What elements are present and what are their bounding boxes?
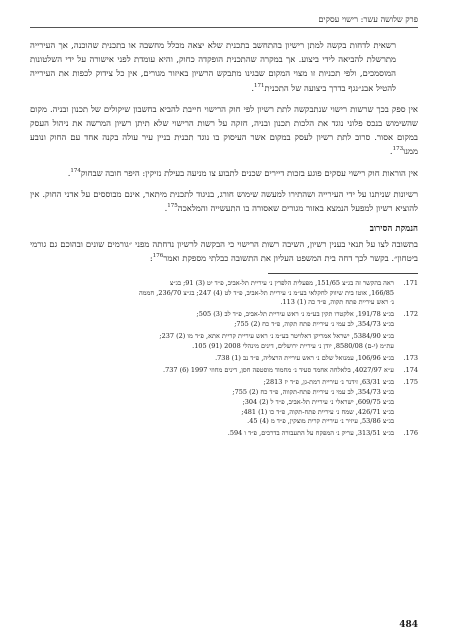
paragraph: אין ספק בכך שרשות רישוי שנתבקשה לתת רשיון לפי חוק הרישוי חייבת להביא בחשבון שיקולים של תכנון ובניה. מקום שהשימוש בנכס פלוני נוגד את הלכות תכנון ובניה, חזקה על רשות הרישוי שלא תיתן רשיון המרשה את ניהול העסק במקום אסור. סרוב לתת רשיון לעסק במקום אשר העיסוק בו נוגד תכנית בניין עיר עולה בקנה אחד עם החוק ונובע ממנו$^{173}$. (30, 103, 418, 157)
indented-quote: רשאית לדחות בקשה למתן רישיון בהתחשב בתכנית שלא יצאה מכלל מחשבה או בתכנית שהוכנה, אך העירייה מתרשלת להביאה לידי ביצוע. אך במקרה שהתכנית הופקדה כחוק, והיא עומדת לפני אישורה על ידי השלטונות המוסמכים, ולפי תכניות זו מצוי המקום שבגינו מתבקש הרשיון באיזור מגורים, אין כל צידוק לכפות את העירייה להטיל אבנ״נגף בדרך ביצועה של התכנית$^{171}$. (30, 40, 397, 93)
footnote-line: בג״צ 354/73, לב עמי נ׳ עיריית פתח תקוה, פ״ד כח (2) 755; (234, 320, 394, 329)
footnote-number (394, 332, 418, 352)
book-page (30, 14, 419, 630)
footnote-ref[interactable]: 176 (152, 253, 164, 260)
footnote-line: בג״צ 609/75, ישראלי נ׳ עיריית תל-אביב, פ״ד ל (2) 304; (242, 397, 394, 406)
footnote (30, 279, 418, 309)
paragraph: אין הוראות חוק רישוי עסקים פוגע בזכות דיירים שכנים לתבוע צו מניעה בעילת נזיקין: היפר חובה שבחוק$^{174}$. (67, 167, 418, 178)
footnote-ref[interactable]: 175 (167, 203, 178, 210)
footnote (30, 332, 418, 352)
footnote (30, 366, 418, 376)
footnote-text (30, 332, 394, 352)
footnote-line: נ׳ ראש עיריית פתח תקוה, פ״ד כה (1) 113. (280, 298, 394, 307)
footnote-ref[interactable]: 171 (254, 82, 265, 89)
section-heading: הנמקת הסירוב (369, 224, 418, 235)
running-head: פרק שלושה עשר: רישוי עסקים (30, 14, 418, 28)
footnote-line: בג״צ 5384/90, ישראל אמריקן דאלויטר בע״מ נ׳ ראש עיריית קריית אתא, פ״ד מו (2) 237; (159, 332, 394, 341)
footnote-number: 173. (403, 353, 418, 362)
footnote (30, 429, 418, 439)
footnote-ref[interactable]: 174 (70, 167, 81, 174)
footnote-number: 171. (403, 278, 418, 287)
footnote-line: בג״צ 191/78, אלקטרו תקין בע״מ נ׳ ראש עיריית תל-אביב, פ״ד לב (3) 505; (196, 310, 394, 319)
footnote-line: ע״א 4027/97, בלאלחה אחמד סעיד נ׳ מחמוד מוסטפה חסן, דינים מחוזי 1997 (6) 737. (163, 365, 394, 374)
footnote-line: עת״מ (י-ם) 8580/08, יודן נ׳ עיריית ירושלים, דינים מינהלי 2008 (91) 105. (192, 342, 394, 351)
footnote-line: בג״צ 106/96, עמנואל שלם נ׳ ראש עיריית הרצליה, פ״ד נב (1) 738. (215, 353, 394, 362)
footnote (30, 378, 418, 428)
footnote-number: 174. (403, 365, 418, 374)
footnote-text (30, 429, 394, 439)
footnote-line: ראה בהקשר זה בג״צ 151/65, מפעלית הלפרין נ׳ עיריית תל-אביב, פ״ד יט (3) 91; בג״צ (169, 278, 394, 287)
footnote-ref[interactable]: 173 (392, 146, 404, 153)
footnote-line: בג״צ 426/71, שמח נ׳ עיריית פתח-תקוה, פ״ד כו (1) 481; (241, 407, 394, 416)
footnote-text (30, 279, 394, 309)
footnote-number: 172. (403, 310, 418, 319)
footnote-number: 175. (403, 377, 418, 386)
footnote-divider (268, 273, 418, 274)
footnote-text (30, 378, 394, 428)
paragraph: רשיונות שניתנו על ידי העירייה ושהתירו למעשה שימוש חורג, בניגוד לתכנית מיתאר, אינם מבוססים על אדני החוק. אין להוציא רשיון למפעל הנמצא באזור מגורים שאסורה בו התעשייה והמלאכה$^{175}$. (30, 188, 418, 214)
footnote-text (30, 354, 394, 364)
footnote (30, 354, 418, 364)
footnote-line: בג״צ 53/86, עיזיר נ׳ עיריית קרית מוצקין, פ״ד מ (4) 45. (247, 417, 394, 426)
footnote-number: 176. (403, 429, 418, 438)
paragraph: בתשובה לצו על תנאי בענין רשיון, השיבה רשות הרישוי כי הבקשה לרשיון נדחתה מפני ״גורמים שונים ובהוכם גם גורמי ביטחון״. בקשר לכך דחה בית המשפט העליון את התשובה כבלתי מספקת ואמר$^{176}$: (30, 239, 419, 264)
body-text (30, 38, 418, 266)
footnotes (30, 279, 418, 440)
footnote-line: בג״צ 63/31, זידנר נ׳ עיריית רמת-גן, פ״ד יז 2813; (263, 377, 394, 386)
page-number: 484 (399, 620, 418, 630)
footnote-line: בג״צ 354/73, לב עמי נ׳ עיריית פתח-תקווה, פ״ד כח (2) 755; (232, 387, 394, 396)
footnote-line: בג״צ 313/51, עריק נ׳ המפקח על התעבורה בדרכים, פ״ד ו 594. (227, 429, 394, 438)
footnote-text (30, 366, 394, 376)
footnote-line: 166/85, אוטו בית שיווק לחקלאי בע״מ נ׳ עיריית תל-אביב, פ״ד לט (4) 247; בג״צ 236/70, חממה (138, 288, 394, 297)
footnote (30, 310, 418, 330)
footnote-text (30, 310, 394, 330)
